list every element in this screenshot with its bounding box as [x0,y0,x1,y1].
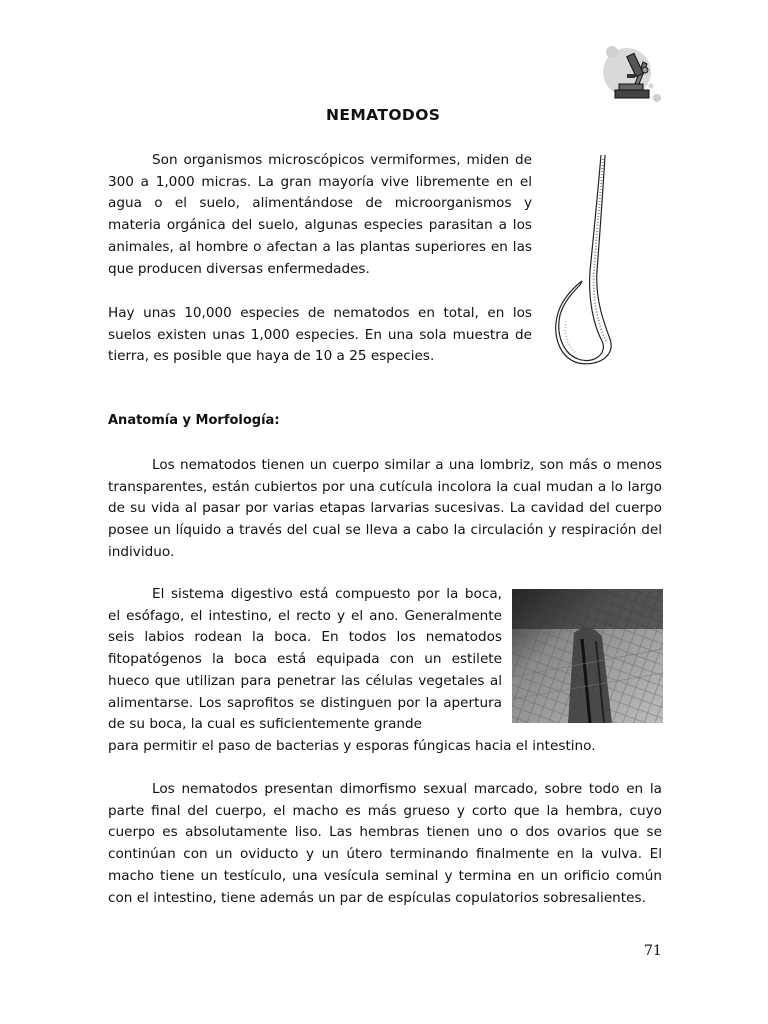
anatomy-paragraph-2-end: para permitir el paso de bacterias y esporas fúngicas hacia el intestino. [108,738,596,754]
nematode-micrograph [512,589,663,723]
section-heading: Anatomía y Morfología: [108,413,280,428]
intro-paragraph-2: Hay unas 10,000 especies de nematodos en total, en los suelos existen unas 1,000 especies. En una sola muestra de tierra, es posible que haya de 10 a 25 especies. [108,305,532,365]
anatomy-paragraph-1: Los nematodos tienen un cuerpo similar a una lombriz, son más o menos transparentes, están cubiertos por una cutícula incolora la cual mudan a lo largo de su vida al pasar por varias etapas larvarias sucesivas. La cavidad del cuerpo posee un líquido a través del cual se lleva a cabo la circulación y respiración del individuo. [108,457,662,560]
page-title: NEMATODOS [326,106,441,124]
microscope-icon [603,44,663,106]
anatomy-paragraph-2: El sistema digestivo está compuesto por la boca, el esófago, el intestino, el recto y el ano. Generalmente seis labios rodean la boca. En todos los nematodos fitopatógenos la boca está equipada con un estilete hueco que utilizan para penetrar las células vegetales al alimentarse. Los saprofitos se distinguen por la apertura de su boca, la cual es suficientemente grande [108,586,502,733]
anatomy-paragraph-3: Los nematodos presentan dimorfismo sexual marcado, sobre todo en la parte final del cuerpo, el macho es más grueso y corto que la hembra, cuyo cuerpo es absolutamente liso. Las hembras tienen uno o dos ovarios que se continúan con un oviducto y un útero terminando finalmente en la vulva. El macho tiene un testículo, una vesícula seminal y termina en un orificio común con el intestino, tiene además un par de espículas copulatorios sobresalientes. [108,781,662,906]
intro-paragraph-1: Son organismos microscópicos vermiformes, miden de 300 a 1,000 micras. La gran mayoría vive libremente en el agua o el suelo, alimentándose de microorganismos y materia orgánica del suelo, algunas especies parasitan a los animales, al hombre o afectan a las plantas superiores en las que producen diversas enfermedades. [108,152,532,277]
nematode-illustration [554,151,618,365]
page-number: 71 [644,943,662,959]
